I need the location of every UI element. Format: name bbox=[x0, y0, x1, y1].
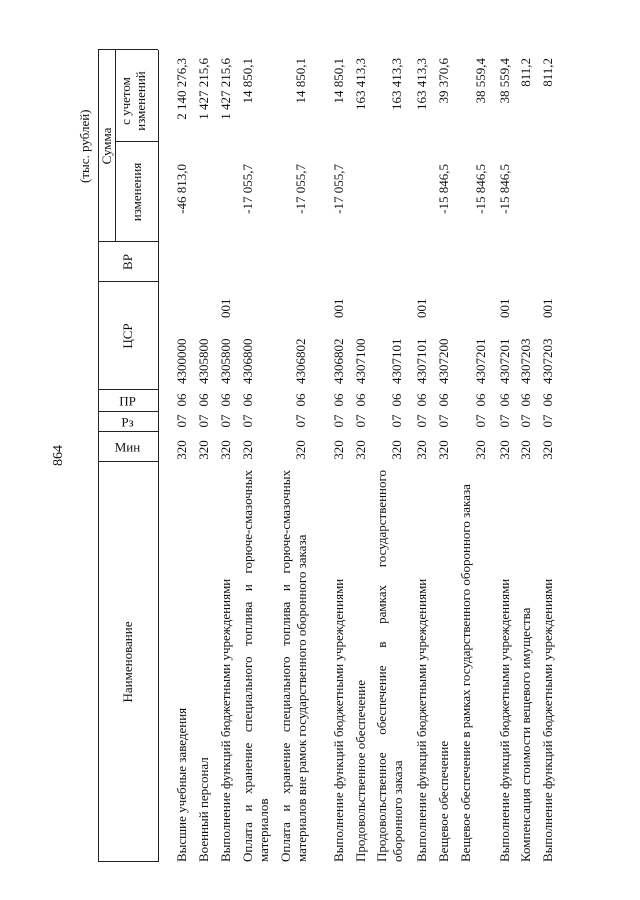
row-change: -17 055,7 bbox=[293, 164, 308, 214]
row-min: 320 bbox=[414, 440, 429, 460]
row-pr: 06 bbox=[174, 393, 189, 407]
row-total: 1 427 215,6 bbox=[218, 58, 233, 120]
row-min: 320 bbox=[436, 440, 451, 460]
row-pr: 06 bbox=[389, 393, 404, 407]
row-total: 14 850,1 bbox=[240, 58, 255, 104]
row-total: 163 413,3 bbox=[389, 58, 404, 110]
row-rz: 07 bbox=[473, 414, 488, 428]
row-change: -46 813,0 bbox=[174, 164, 189, 214]
row-pr: 06 bbox=[414, 393, 429, 407]
row-pr: 06 bbox=[497, 393, 512, 407]
row-pr: 06 bbox=[196, 393, 211, 407]
row-name: Оплата и хранение специального топлива и горюче-смазочных материалов вне рамок государственного оборонного заказа bbox=[278, 470, 309, 862]
row-min: 320 bbox=[353, 440, 368, 460]
row-csr: 4307201 bbox=[473, 338, 488, 384]
row-total: 163 413,3 bbox=[414, 58, 429, 110]
row-min: 320 bbox=[174, 440, 189, 460]
header-vr: ВР bbox=[120, 254, 135, 270]
row-csr: 4307203 bbox=[540, 338, 555, 384]
row-name: Военный персонал bbox=[196, 757, 211, 862]
row-change: -17 055,7 bbox=[240, 164, 255, 214]
row-rz: 07 bbox=[353, 414, 368, 428]
page-number: 864 bbox=[51, 445, 66, 466]
header-change: изменения bbox=[129, 162, 144, 222]
row-pr: 06 bbox=[473, 393, 488, 407]
row-vr: 001 bbox=[218, 298, 233, 318]
row-rz: 07 bbox=[518, 414, 533, 428]
row-min: 320 bbox=[389, 440, 404, 460]
row-csr: 4307101 bbox=[414, 338, 429, 384]
row-name: Высшие учебные заведения bbox=[174, 707, 189, 862]
row-vr: 001 bbox=[497, 298, 512, 318]
row-min: 320 bbox=[196, 440, 211, 460]
row-csr: 4307200 bbox=[436, 338, 451, 384]
row-name: Компенсация стоимости вещевого имущества bbox=[518, 607, 533, 862]
row-name: Продовольственное обеспечение в рамках государственного оборонного заказа bbox=[374, 470, 405, 862]
row-csr: 4307201 bbox=[497, 338, 512, 384]
row-pr: 06 bbox=[540, 393, 555, 407]
row-total: 14 850,1 bbox=[331, 58, 346, 104]
row-name: Выполнение функций бюджетными учреждениями bbox=[414, 578, 429, 862]
row-pr: 06 bbox=[353, 393, 368, 407]
header-rz: Рз bbox=[121, 414, 134, 430]
row-min: 320 bbox=[473, 440, 488, 460]
row-rz: 07 bbox=[436, 414, 451, 428]
header-bottom-border bbox=[158, 50, 159, 862]
row-total: 39 370,6 bbox=[436, 58, 451, 104]
row-rz: 07 bbox=[293, 414, 308, 428]
row-total: 38 559,4 bbox=[497, 58, 512, 104]
row-csr: 4307100 bbox=[353, 338, 368, 384]
row-name: Выполнение функций бюджетными учреждениями bbox=[540, 578, 555, 862]
row-min: 320 bbox=[240, 440, 255, 460]
row-total: 163 413,3 bbox=[353, 58, 368, 110]
row-total: 38 559,4 bbox=[473, 58, 488, 104]
row-total: 2 140 276,3 bbox=[174, 58, 189, 120]
row-name: Выполнение функций бюджетными учреждениями bbox=[497, 578, 512, 862]
row-min: 320 bbox=[218, 440, 233, 460]
row-name: Вещевое обеспечение bbox=[436, 740, 451, 862]
row-csr: 4300000 bbox=[174, 338, 189, 384]
row-min: 320 bbox=[540, 440, 555, 460]
row-rz: 07 bbox=[497, 414, 512, 428]
row-total: 14 850,1 bbox=[293, 58, 308, 104]
row-csr: 4306802 bbox=[331, 338, 346, 384]
row-name: Вещевое обеспечение в рамках государственного оборонного заказа bbox=[458, 484, 473, 862]
row-min: 320 bbox=[331, 440, 346, 460]
row-csr: 4306800 bbox=[240, 338, 255, 384]
header-sep-min bbox=[98, 431, 158, 432]
row-pr: 06 bbox=[293, 393, 308, 407]
row-pr: 06 bbox=[518, 393, 533, 407]
row-rz: 07 bbox=[218, 414, 233, 428]
row-csr: 4306802 bbox=[293, 338, 308, 384]
row-csr: 4305800 bbox=[218, 338, 233, 384]
header-min: Мин bbox=[114, 439, 141, 455]
row-total: 811,2 bbox=[518, 58, 533, 87]
row-change: -17 055,7 bbox=[331, 164, 346, 214]
row-min: 320 bbox=[497, 440, 512, 460]
row-name: Выполнение функций бюджетными учреждениями bbox=[331, 578, 346, 862]
row-min: 320 bbox=[518, 440, 533, 460]
row-pr: 06 bbox=[218, 393, 233, 407]
budget-table bbox=[98, 50, 566, 862]
row-rz: 07 bbox=[414, 414, 429, 428]
row-change: -15 846,5 bbox=[497, 164, 512, 214]
row-rz: 07 bbox=[389, 414, 404, 428]
row-name: Оплата и хранение специального топлива и горюче-смазочных материалов bbox=[240, 470, 271, 862]
header-pr: ПР bbox=[119, 393, 136, 409]
header-csr: ЦСР bbox=[120, 323, 135, 349]
row-rz: 07 bbox=[174, 414, 189, 428]
sum-subheader-line bbox=[115, 50, 116, 242]
row-rz: 07 bbox=[240, 414, 255, 428]
row-pr: 06 bbox=[240, 393, 255, 407]
row-vr: 001 bbox=[540, 298, 555, 318]
row-csr: 4307101 bbox=[389, 338, 404, 384]
row-csr: 4305800 bbox=[196, 338, 211, 384]
header-sep-rz bbox=[98, 411, 158, 412]
row-csr: 4307203 bbox=[518, 338, 533, 384]
row-vr: 001 bbox=[414, 298, 429, 318]
row-change: -15 846,5 bbox=[473, 164, 488, 214]
row-name: Продовольственное обеспечение bbox=[353, 680, 368, 862]
row-total: 811,2 bbox=[540, 58, 555, 87]
header-with-change: с учетом изменений bbox=[118, 71, 148, 131]
row-name: Выполнение функций бюджетными учреждениями bbox=[218, 578, 233, 862]
row-pr: 06 bbox=[331, 393, 346, 407]
row-rz: 07 bbox=[331, 414, 346, 428]
header-sum: Сумма bbox=[99, 127, 114, 165]
row-total: 1 427 215,6 bbox=[196, 58, 211, 120]
units-label: (тыс. рублей) bbox=[77, 109, 92, 183]
row-rz: 07 bbox=[196, 414, 211, 428]
row-pr: 06 bbox=[436, 393, 451, 407]
row-rz: 07 bbox=[540, 414, 555, 428]
row-vr: 001 bbox=[331, 298, 346, 318]
row-change: -15 846,5 bbox=[436, 164, 451, 214]
header-name: Наименование bbox=[120, 621, 135, 703]
row-min: 320 bbox=[293, 440, 308, 460]
